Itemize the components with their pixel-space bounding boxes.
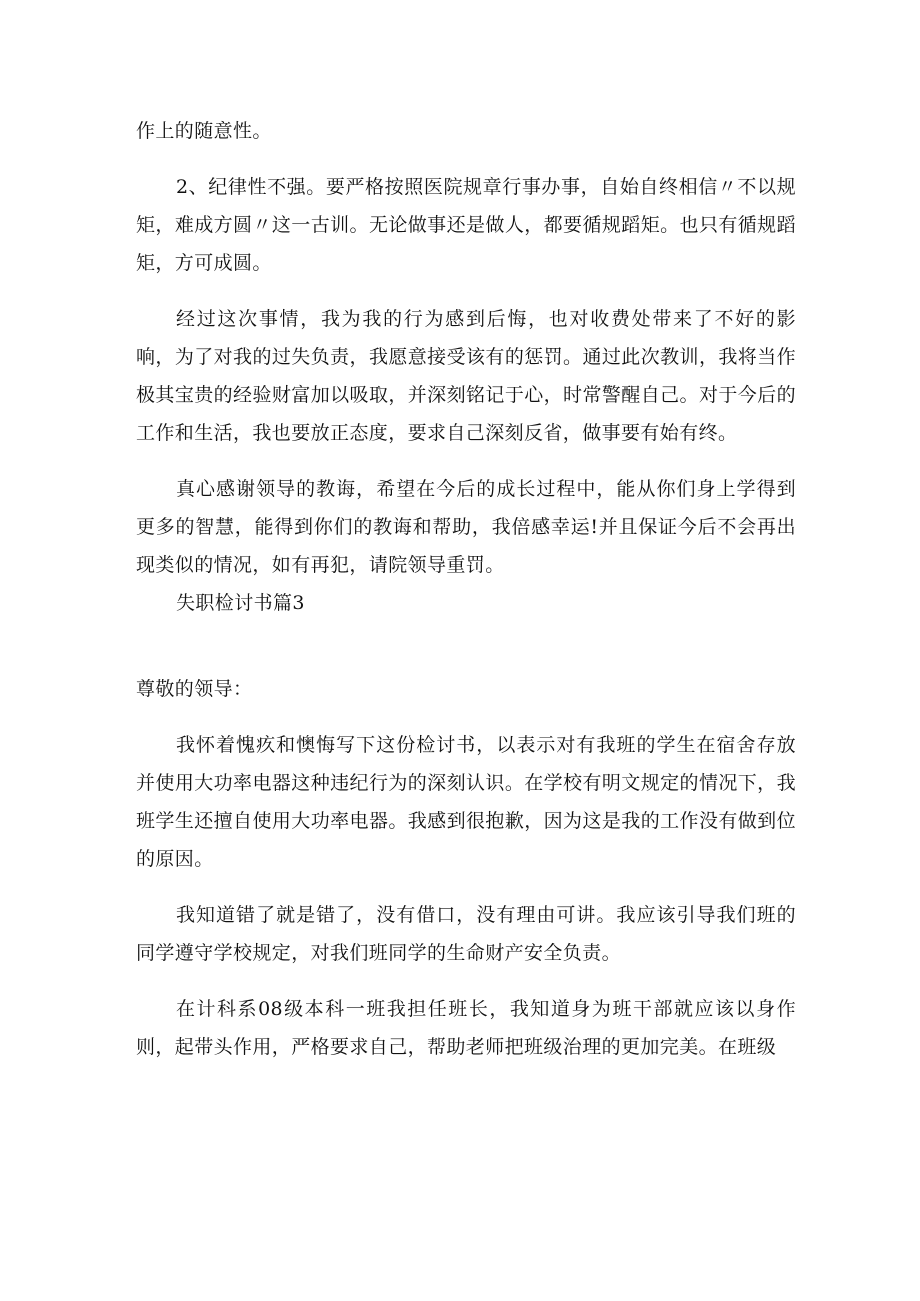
paragraph-regret: 经过这次事情，我为我的行为感到后悔，也对收费处带来了不好的影响，为了对我的过失负责，我愿意接受该有的惩罚。通过此次教训，我将当作极其宝贵的经验财富加以吸取，并深刻铭记于心，时常警醒自己。对于今后的工作和生活，我也要放正态度，要求自己深刻反省，做事要有始有终。 — [136, 308, 796, 444]
letter-paragraph-admission: 我知道错了就是错了，没有借口，没有理由可讲。我应该引导我们班的同学遵守学校规定，对我们班同学的生命财产安全负责。 — [136, 904, 796, 964]
paragraph-continuation: 作上的随意性。 — [136, 120, 272, 142]
paragraph-thanks: 真心感谢领导的教诲，希望在今后的成长过程中，能从你们身上学得到更多的智慧，能得到你们的教诲和帮助，我倍感幸运!并且保证今后不会再出现类似的情况，如有再犯，请院领导重罚。 — [136, 478, 796, 576]
letter-paragraph-role: 在计科系08级本科一班我担任班长，我知道身为班干部就应该以身作则，起带头作用，严格要求自己，帮助老师把班级治理的更加完美。在班级 — [136, 998, 796, 1058]
section-title: 失职检讨书篇3 — [176, 592, 305, 614]
salutation: 尊敬的领导： — [136, 678, 253, 700]
document-body — [136, 112, 796, 1066]
letter-paragraph-apology: 我怀着愧疚和懊悔写下这份检讨书，以表示对有我班的学生在宿舍存放并使用大功率电器这种违纪行为的深刻认识。在学校有明文规定的情况下，我班学生还擅自使用大功率电器。我感到很抱歉，因为这是我的工作没有做到位的原因。 — [136, 734, 796, 870]
paragraph-discipline: 2、纪律性不强。要严格按照医院规章行事办事，自始自终相信〃不以规矩，难成方圆〃这一古训。无论做事还是做人，都要循规蹈矩。也只有循规蹈矩，方可成圆。 — [136, 176, 796, 274]
